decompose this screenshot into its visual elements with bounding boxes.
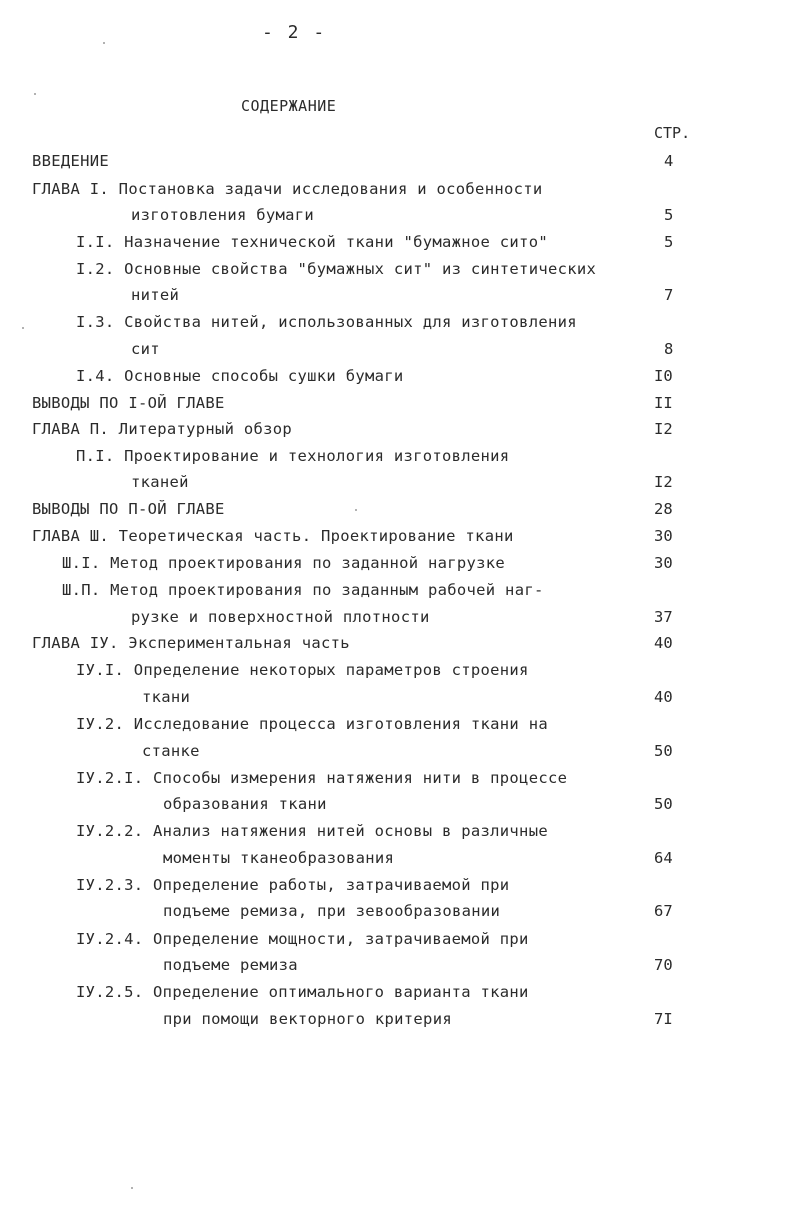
toc-entry-text: IУ.2.2. Анализ натяжения нитей основы в различные — [76, 822, 548, 840]
toc-entry-page: 40 — [654, 688, 673, 706]
toc-entry-text: ГЛАВА П. Литературный обзор — [32, 420, 293, 438]
toc-entry-text: I.4. Основные способы сушки бумаги — [76, 367, 404, 385]
toc-entry-text: сит — [131, 340, 160, 358]
toc-entry-page: 70 — [654, 956, 673, 974]
toc-entry-text: I.2. Основные свойства "бумажных сит" из синтетических — [76, 260, 597, 278]
toc-entry-text: IУ.2.I. Способы измерения натяжения нити в процессе — [76, 769, 568, 787]
toc-entry-page: I2 — [654, 473, 673, 491]
toc-entry-text: Ш.П. Метод проектирования по заданным рабочей наг- — [62, 581, 544, 599]
toc-entry-text: тканей — [131, 473, 189, 491]
toc-entry-text: рузке и поверхностной плотности — [131, 608, 430, 626]
toc-entry-text: станке — [142, 742, 200, 760]
toc-entry-text: ГЛАВА IУ. Экспериментальная часть — [32, 634, 350, 652]
toc-entry-page: 67 — [654, 902, 673, 920]
toc-entry-text: П.I. Проектирование и технология изготовления — [76, 447, 510, 465]
toc-entry-text: при помощи векторного критерия — [163, 1010, 452, 1028]
scan-speck — [34, 93, 36, 95]
toc-entry-page: 30 — [654, 527, 673, 545]
toc-entry-text: образования ткани — [163, 795, 327, 813]
page-number: - 2 - — [262, 22, 327, 43]
toc-entry-text: I.I. Назначение технической ткани "бумажное сито" — [76, 233, 548, 251]
toc-entry-text: ВЫВОДЫ ПО I-ОЙ ГЛАВЕ — [32, 394, 225, 412]
toc-entry-text: изготовления бумаги — [131, 206, 315, 224]
toc-entry-text: IУ.2. Исследование процесса изготовления ткани на — [76, 715, 548, 733]
toc-entry-text: ткани — [142, 688, 191, 706]
scan-speck — [22, 327, 24, 329]
toc-entry-page: 28 — [654, 500, 673, 518]
scan-speck — [355, 509, 357, 511]
toc-entry-page: 64 — [654, 849, 673, 867]
toc-entry-text: подъеме ремиза, при зевообразовании — [163, 902, 501, 920]
toc-entry-text: I.3. Свойства нитей, использованных для изготовления — [76, 313, 577, 331]
toc-entry-text: IУ.I. Определение некоторых параметров строения — [76, 661, 529, 679]
scan-speck — [131, 1187, 133, 1189]
toc-entry-text: подъеме ремиза — [163, 956, 298, 974]
toc-entry-text: ГЛАВА I. Постановка задачи исследования и особенности — [32, 180, 543, 198]
toc-entry-page: 5 — [664, 206, 674, 224]
toc-entry-text: Ш.I. Метод проектирования по заданной нагрузке — [62, 554, 506, 572]
toc-entry-page: II — [654, 394, 673, 412]
toc-entry-text: ГЛАВА Ш. Теоретическая часть. Проектирование ткани — [32, 527, 514, 545]
toc-entry-page: 4 — [664, 152, 674, 170]
page-column-header: СТР. — [654, 124, 691, 142]
toc-entry-page: 40 — [654, 634, 673, 652]
toc-entry-page: 7 — [664, 286, 674, 304]
page-title: СОДЕРЖАНИЕ — [241, 97, 337, 115]
toc-entry-page: I2 — [654, 420, 673, 438]
toc-entry-text: моменты тканеобразования — [163, 849, 395, 867]
toc-entry-page: 7I — [654, 1010, 673, 1028]
toc-entry-text: нитей — [131, 286, 180, 304]
toc-entry-text: ВЫВОДЫ ПО П-ОЙ ГЛАВЕ — [32, 500, 225, 518]
toc-entry-page: 50 — [654, 795, 673, 813]
toc-entry-text: IУ.2.4. Определение мощности, затрачиваемой при — [76, 930, 529, 948]
toc-entry-page: 5 — [664, 233, 674, 251]
scan-speck — [103, 42, 105, 44]
toc-entry-page: 37 — [654, 608, 673, 626]
toc-entry-text: IУ.2.5. Определение оптимального варианта ткани — [76, 983, 529, 1001]
toc-entry-page: 30 — [654, 554, 673, 572]
toc-entry-text: ВВЕДЕНИЕ — [32, 152, 110, 170]
toc-entry-page: 8 — [664, 340, 674, 358]
toc-entry-page: 50 — [654, 742, 673, 760]
toc-entry-text: IУ.2.3. Определение работы, затрачиваемой при — [76, 876, 510, 894]
toc-entry-page: I0 — [654, 367, 673, 385]
